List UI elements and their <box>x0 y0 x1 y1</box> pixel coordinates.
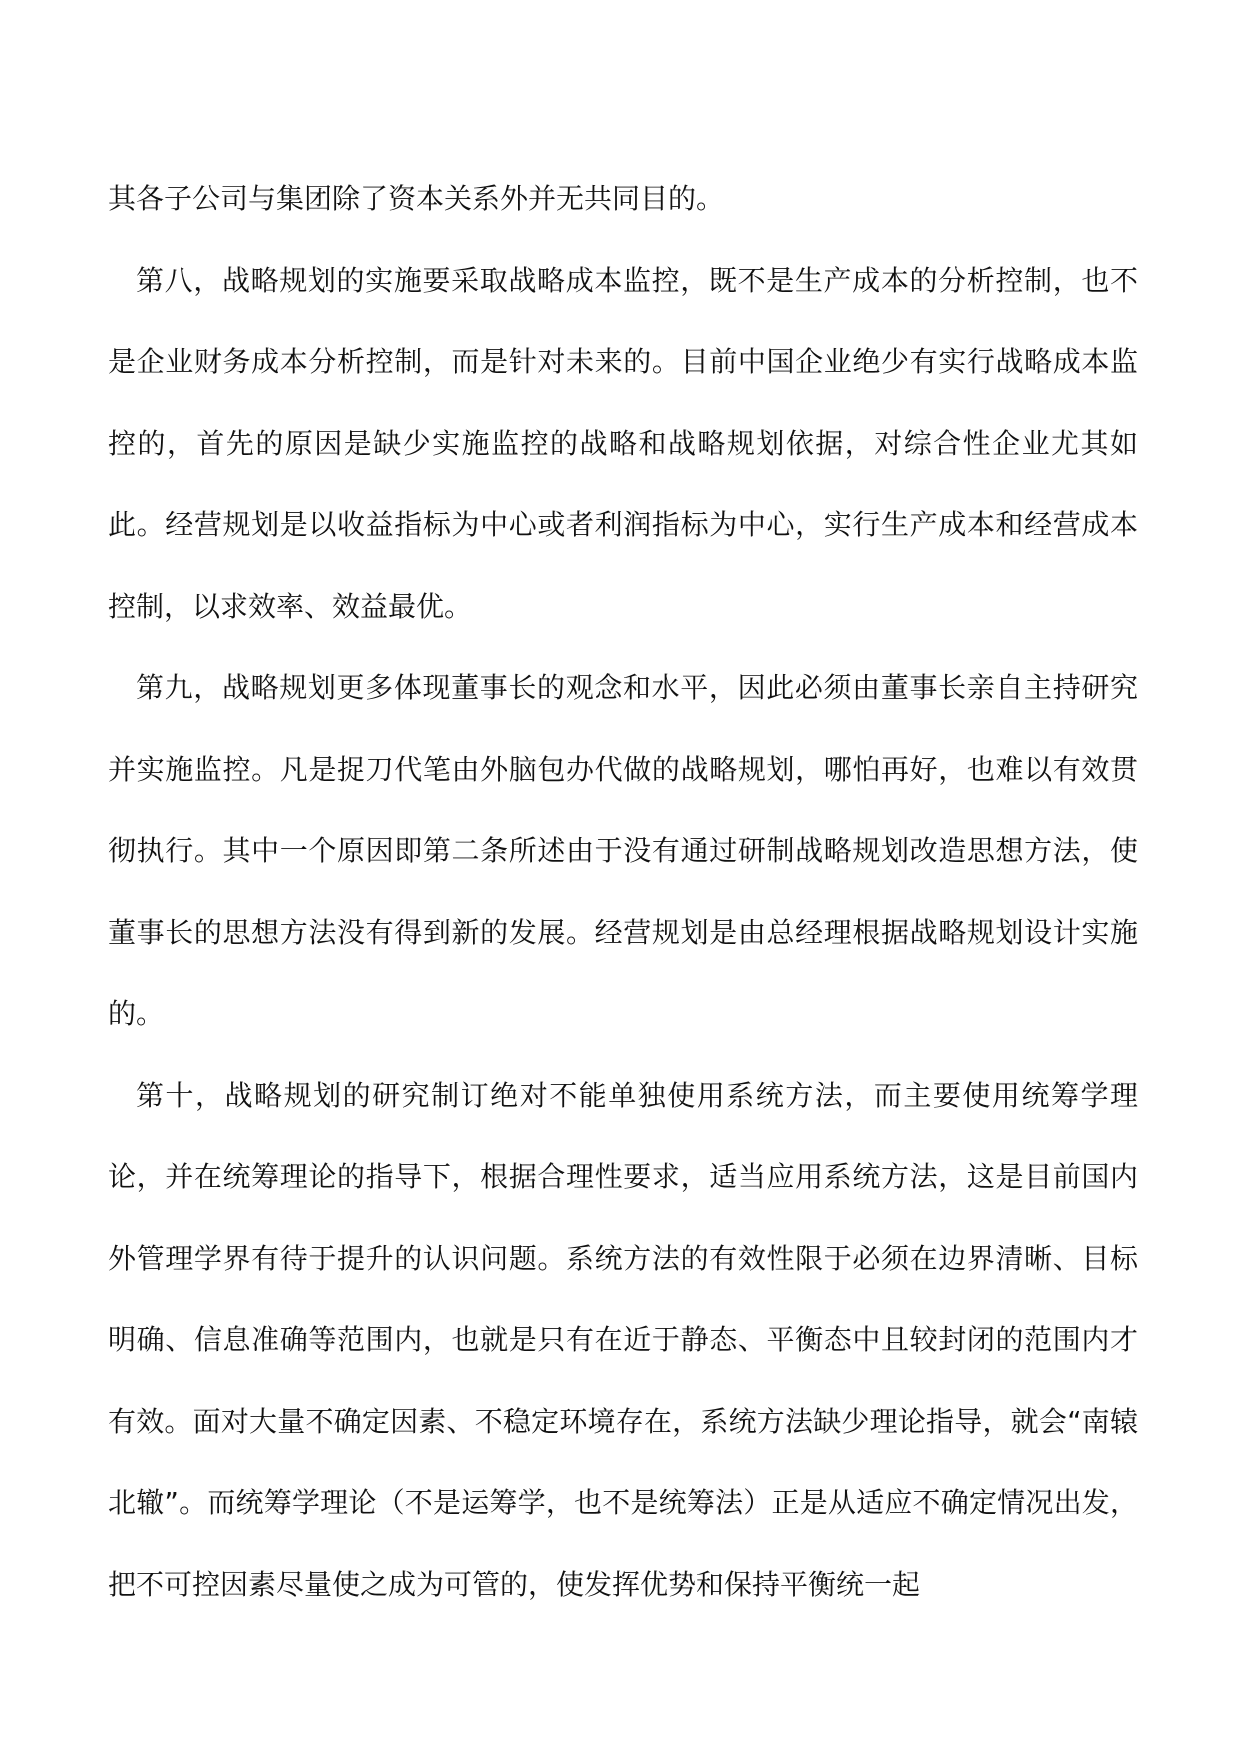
paragraph-point-eight: 第八，战略规划的实施要采取战略成本监控，既不是生产成本的分析控制，也不是企业财务成本分析控制，而是针对未来的。目前中国企业绝少有实行战略成本监控的，首先的原因是缺少实施监控的战略和战略规划依据，对综合性企业尤其如此。经营规划是以收益指标为中心或者利润指标为中心，实行生产成本和经营成本控制，以求效率、效益最优。 <box>108 263 1138 623</box>
body-text <box>108 158 1138 1625</box>
paragraph-continuation: 其各子公司与集团除了资本关系外并无共同目的。 <box>108 182 725 215</box>
paragraph-point-ten: 第十，战略规划的研究制订绝对不能单独使用系统方法，而主要使用统筹学理论，并在统筹理论的指导下，根据合理性要求，适当应用系统方法，这是目前国内外管理学界有待于提升的认识问题。系统方法的有效性限于必须在边界清晰、目标明确、信息准确等范围内，也就是只有在近于静态、平衡态中且较封闭的范围内才有效。面对大量不确定因素、不稳定环境存在，系统方法缺少理论指导，就会“南辕北辙”。而统筹学理论（不是运筹学，也不是统筹法）正是从适应不确定情况出发，把不可控因素尽量使之成为可管的，使发挥优势和保持平衡统一起 <box>108 1078 1138 1601</box>
paragraph-point-nine: 第九，战略规划更多体现董事长的观念和水平，因此必须由董事长亲自主持研究并实施监控。凡是捉刀代笔由外脑包办代做的战略规划，哪怕再好，也难以有效贯彻执行。其中一个原因即第二条所述由于没有通过研制战略规划改造思想方法，使董事长的思想方法没有得到新的发展。经营规划是由总经理根据战略规划设计实施的。 <box>108 671 1138 1030</box>
